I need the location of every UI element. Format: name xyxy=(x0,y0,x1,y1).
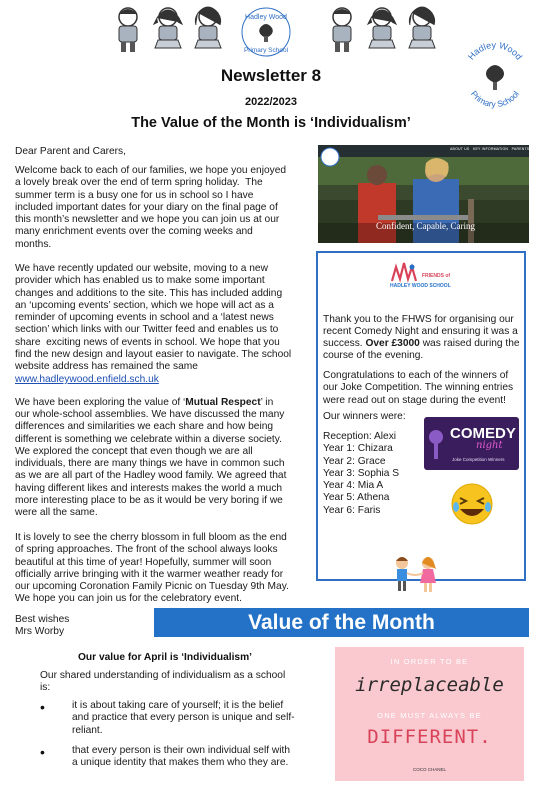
child-clipart-icon xyxy=(402,4,442,54)
text-line: it is about taking care of yourself; it is the belief xyxy=(72,700,284,711)
text-line: is: xyxy=(40,682,51,694)
comedy-sub: Joke Competition Winners xyxy=(452,457,505,462)
text-line: summer term is a busy one for us in school so I have xyxy=(15,189,254,201)
website-hero-image xyxy=(318,145,557,243)
letter-para-1 xyxy=(15,165,305,251)
letter-greeting: Dear Parent and Carers, xyxy=(15,146,126,157)
school-year: 2022/2023 xyxy=(245,96,297,108)
text-line: Year 3: Sophia S xyxy=(323,467,400,479)
para-3-suffix: ’ in xyxy=(260,397,274,408)
winners-list xyxy=(323,431,423,517)
svg-text:Primary School: Primary School xyxy=(243,47,289,54)
text-line: reminder of upcoming events in school and a ‘latest news xyxy=(15,312,274,324)
text-line: section’ which links with our Twitter feed and enables us to xyxy=(15,324,279,336)
text-line: our upcoming Coronation Family Picnic on Tuesday 9th May. xyxy=(15,581,289,593)
letter-para-3-first xyxy=(15,397,305,409)
child-clipart-icon xyxy=(148,4,188,54)
hero-nav xyxy=(450,147,557,151)
text-line: officially arrive bringing with it the warmer weather ready for xyxy=(15,568,284,580)
svg-text:Hadley Wood: Hadley Wood xyxy=(465,39,525,62)
text-line: website address has remained the same xyxy=(15,361,198,373)
hero-logo-icon xyxy=(321,148,339,166)
raised-prefix: success. xyxy=(323,338,366,349)
value-of-month-banner: Value of the Month xyxy=(154,608,529,637)
text-line: a lovely break over the end of term spring holiday. The xyxy=(15,177,263,189)
text-line: We hope you can join us for the celebratory event. xyxy=(15,593,242,605)
text-line: Year 2: Grace xyxy=(323,455,386,467)
svg-text:Hadley Wood: Hadley Wood xyxy=(245,14,287,21)
text-line: Welcome back to each of our families, we hope you enjoyed xyxy=(15,165,287,176)
text-line: a unique identity that makes them who they are. xyxy=(72,757,289,769)
text-line: as we are all part of the Hadley wood family. We agreed that xyxy=(15,470,287,482)
text-line: our whole-school assemblies. We have discussed the many xyxy=(15,409,285,420)
text-line: find the new design and layout easier to navigate. The school xyxy=(15,349,292,361)
para-3-prefix: We have been exploring the value of ‘ xyxy=(15,397,186,408)
fhws-congrats xyxy=(323,370,523,407)
text-line: included important dates for your diary on the final page of xyxy=(15,201,278,213)
text-line: more interesting place to be as it would be very boring if we xyxy=(15,495,283,507)
value-month-bullet-1 xyxy=(72,700,312,737)
text-line: having different likes and interests makes the world a much xyxy=(15,482,283,494)
child-clipart-icon xyxy=(362,4,402,54)
quote-line-1: IN ORDER TO BE xyxy=(390,657,469,666)
fhws-box xyxy=(316,251,526,581)
text-line: changes and additions to the site. This has included adding xyxy=(15,287,283,299)
text-line: Congratulations to each of the winners of xyxy=(323,370,509,381)
text-line: beautiful at this time of year! Hopefully, summer will soon xyxy=(15,556,272,568)
text-line: Reception: Alexi xyxy=(323,431,397,442)
quote-line-4: DIFFERENT. xyxy=(367,726,492,748)
kids-holding-hands-icon xyxy=(388,555,442,595)
text-line: and practice that every person is unique and self- xyxy=(72,712,295,724)
quote-line-2: irreplaceable xyxy=(355,674,504,696)
text-line: differences and similarities we each share and how being xyxy=(15,421,274,433)
fhws-raised xyxy=(323,338,523,350)
winners-heading: Our winners were: xyxy=(323,411,406,422)
text-line: recent Comedy Night and ensuring it was a xyxy=(323,326,518,338)
hero-nav-item[interactable]: KEY INFORMATION xyxy=(472,147,509,151)
text-line: It is lovely to see the cherry blossom in full bloom as the end xyxy=(15,532,287,543)
text-line: our Joke Competition. The winning entries xyxy=(323,382,514,394)
letter-para-4 xyxy=(15,532,305,606)
text-line: an ‘upcoming events’ section, which we hope will act as a xyxy=(15,299,274,311)
text-line: individuals, there are many things we have in common such xyxy=(15,458,285,470)
text-line: Our shared understanding of individualism as a school xyxy=(40,670,286,681)
letter-signoff: Best wishes xyxy=(15,614,70,625)
text-line: reliant. xyxy=(72,724,103,736)
text-line: this month’s newsletter and we hope you can join us at our xyxy=(15,214,280,226)
school-logo-icon xyxy=(240,6,292,58)
friends-logo-icon xyxy=(390,261,420,285)
hero-nav-item[interactable]: CONTACT US xyxy=(532,147,557,151)
raised-suffix: was raised during the xyxy=(419,338,520,349)
hero-nav-item[interactable]: ABOUT US xyxy=(450,147,470,151)
newsletter-title: Newsletter 8 xyxy=(220,66,322,85)
hero-caption: Confident, Capable, Caring xyxy=(376,221,475,231)
text-line: many enrichment events over the coming weeks and xyxy=(15,226,253,238)
friends-logo-line2: HADLEY WOOD SCHOOL xyxy=(390,283,451,289)
bullet-icon: • xyxy=(40,744,45,760)
text-line: We have recently updated our website, moving to a new xyxy=(15,263,268,274)
bullet-icon: • xyxy=(40,699,45,715)
child-clipart-icon xyxy=(322,4,362,54)
value-month-bullet-2 xyxy=(72,745,312,770)
text-line: were read out on stage during the event! xyxy=(323,394,506,406)
value-month-heading: Our value for April is ‘Individualism’ xyxy=(78,652,252,663)
raised-amount: Over £3000 xyxy=(365,338,420,349)
quote-card xyxy=(335,647,524,781)
fhws-thanks xyxy=(323,314,523,339)
letter-para-2 xyxy=(15,263,305,374)
text-line: that every person is their own individual self with xyxy=(72,745,291,756)
quote-author: COCO CHANEL xyxy=(412,767,446,772)
website-link[interactable]: www.hadleywood.enfield.sch.uk xyxy=(15,374,159,385)
child-clipart-icon xyxy=(108,4,148,54)
text-line: provider which has enabled us to make some important xyxy=(15,275,265,287)
fhws-raised-line2: course of the evening. xyxy=(323,350,424,361)
friends-logo-line1: FRIENDS of xyxy=(422,273,451,279)
text-line: of spring approaches. The front of the school always looks xyxy=(15,544,278,556)
comedy-night-badge xyxy=(424,417,519,470)
letter-para-3 xyxy=(15,409,305,520)
text-line: Year 4: Mia A xyxy=(323,480,384,492)
laughing-emoji-icon xyxy=(448,481,496,527)
text-line: different is something we celebrate within a diverse society. xyxy=(15,433,282,445)
text-line: Year 5: Athena xyxy=(323,492,390,504)
child-clipart-icon xyxy=(188,4,228,54)
svg-text:Primary School: Primary School xyxy=(468,88,522,110)
quote-line-3: ONE MUST ALWAYS BE xyxy=(377,711,482,720)
value-heading: The Value of the Month is ‘Individualism’ xyxy=(131,115,411,131)
mutual-respect-bold: Mutual Respect xyxy=(185,397,261,408)
text-line: months. xyxy=(15,238,52,250)
comedy-title: COMEDY xyxy=(450,425,516,442)
letter-signature: Mrs Worby xyxy=(15,626,65,637)
text-line: Year 6: Faris xyxy=(323,504,381,516)
text-line: We explored the concept that even though we are all xyxy=(15,445,253,457)
text-line: share exciting news of events in school. We hope that you xyxy=(15,336,280,348)
text-line: were all the same. xyxy=(15,507,98,519)
value-month-intro xyxy=(40,670,310,695)
comedy-script: night xyxy=(476,440,503,451)
text-line: Thank you to the FHWS for organising our xyxy=(323,314,514,325)
hero-nav-item[interactable]: PARENTS xyxy=(511,147,530,151)
text-line: Year 1: Chizara xyxy=(323,443,393,455)
